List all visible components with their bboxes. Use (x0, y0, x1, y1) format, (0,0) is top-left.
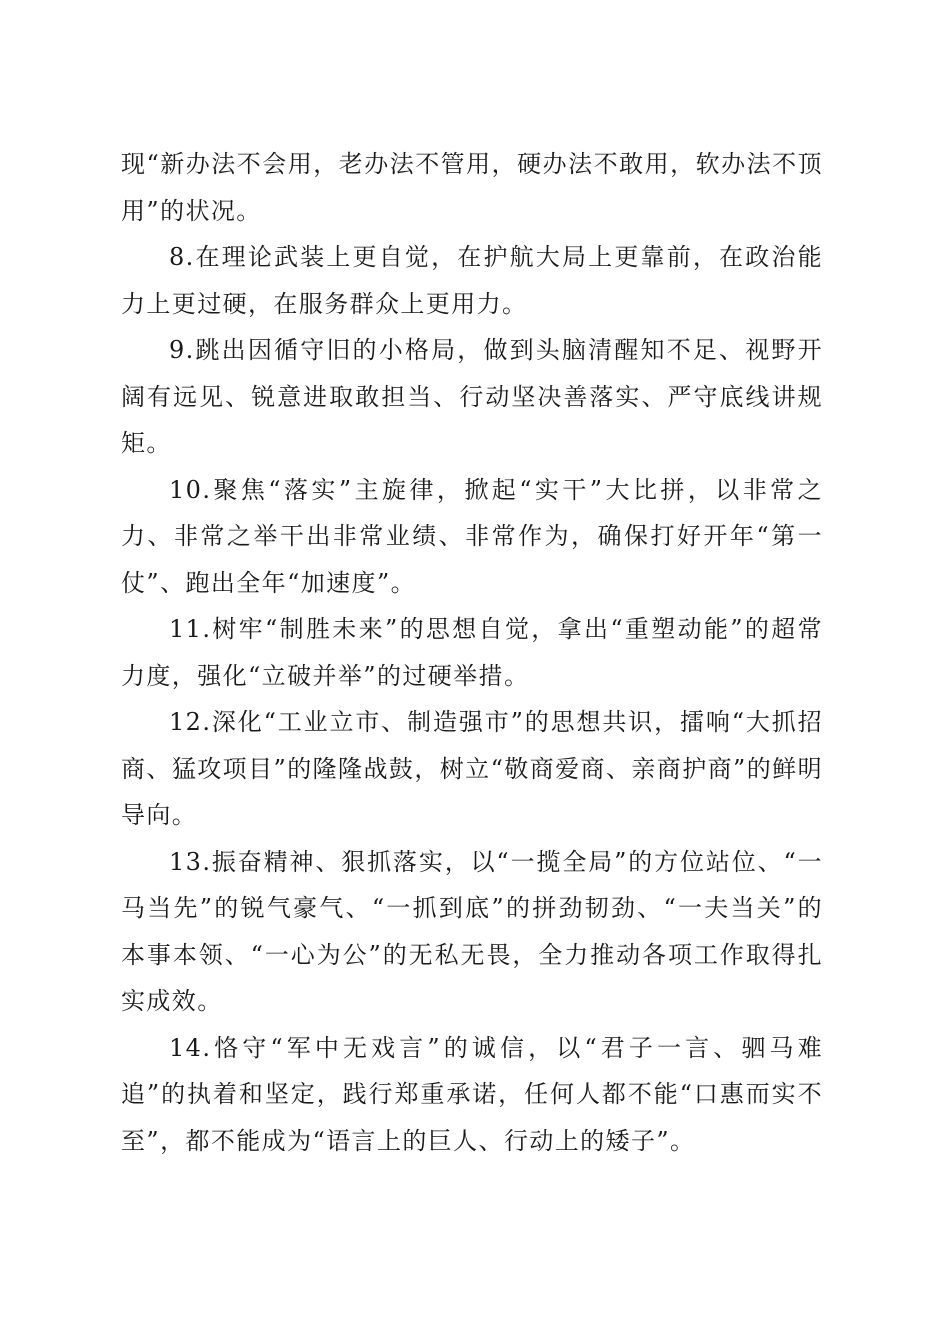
paragraph-item-9: 9.跳出因循守旧的小格局，做到头脑清醒知不足、视野开阔有远见、锐意进取敢担当、行动坚决善落实、严守底线讲规矩。 (121, 336, 823, 457)
paragraph-item-8: 8.在理论武装上更自觉，在护航大局上更靠前，在政治能力上更过硬，在服务群众上更用力。 (121, 243, 823, 318)
paragraph-item-13: 13.振奋精神、狠抓落实，以“一揽全局”的方位站位、“一马当先”的锐气豪气、“一抓到底”的拼劲韧劲、“一夫当关”的本事本领、“一心为公”的无私无畏，全力推动各项工作取得扎实成效。 (121, 847, 823, 1015)
paragraph-continued: 现“新办法不会用，老办法不管用，硬办法不敢用，软办法不顶用”的状况。 (121, 150, 823, 225)
paragraph-item-14: 14.恪守“军中无戏言”的诚信，以“君子一言、驷马难追”的执着和坚定，践行郑重承诺，任何人都不能“口惠而实不至”，都不能成为“语言上的巨人、行动上的矮子”。 (121, 1033, 823, 1155)
document-body (121, 141, 823, 1164)
paragraph-item-12: 12.深化“工业立市、制造强市”的思想共识，擂响“大抓招商、猛攻项目”的隆隆战鼓，树立“敬商爱商、亲商护商”的鲜明导向。 (121, 708, 823, 829)
paragraph-item-10: 10.聚焦“落实”主旋律，掀起“实干”大比拼，以非常之力、非常之举干出非常业绩、非常作为，确保打好开年“第一仗”、跑出全年“加速度”。 (121, 475, 823, 597)
paragraph-item-11: 11.树牢“制胜未来”的思想自觉，拿出“重塑动能”的超常力度，强化“立破并举”的过硬举措。 (121, 615, 823, 690)
